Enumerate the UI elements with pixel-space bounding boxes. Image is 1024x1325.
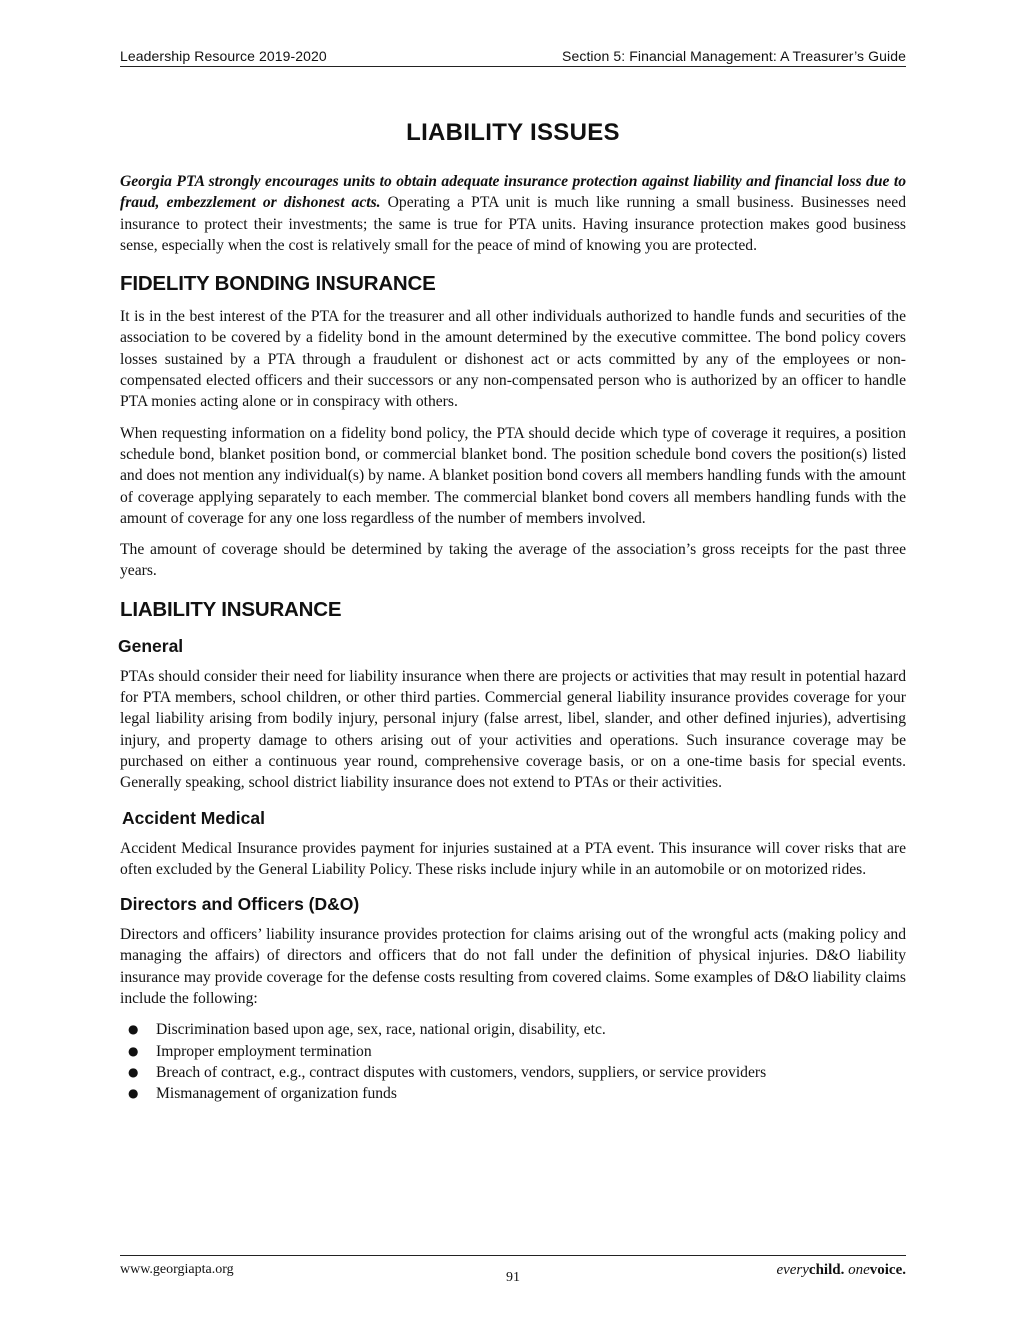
liability-heading: LIABILITY INSURANCE	[120, 597, 342, 621]
bullet-icon: ●	[128, 1022, 139, 1037]
fidelity-paragraph-2: When requesting information on a fidelity bond policy, the PTA should decide which type of coverage it requires, a position schedule bond, blanket position bond, or commercial blanket bond. The position schedule bond covers the position(s) listed and does not mention any individual(s) by name. A blanket position bond covers all members handling funds with the amount of coverage applying separately to each member. The commercial blanket bond covers all members handling funds with the amount of coverage for any one loss regardless of the number of members involved.	[120, 424, 906, 527]
list-item: ● Breach of contract, e.g., contract disputes with customers, vendors, suppliers, or service providers	[120, 1062, 906, 1083]
fidelity-paragraph-3: The amount of coverage should be determined by taking the average of the association’s gross receipts for the past three years.	[120, 541, 906, 580]
header-left: Leadership Resource 2019-2020	[120, 48, 327, 64]
directors-officers-paragraph: Directors and officers’ liability insurance provides protection for claims arising out of the wrongful acts (making policy and managing the affairs) of directors and officers that do not fall under the definition of physical injuries. D&O liability insurance may provide coverage for the defense costs resulting from covered claims. Some examples of D&O liability claims include the following:	[120, 926, 906, 1008]
accident-medical-heading: Accident Medical	[122, 807, 265, 828]
page-number: 91	[506, 1270, 520, 1285]
accident-medical-paragraph: Accident Medical Insurance provides payment for injuries sustained at a PTA event. This insurance will cover risks that are often excluded by the General Liability Policy. These risks include injury while in an automobile or on motorized rides.	[120, 839, 906, 878]
bullet-icon: ●	[128, 1064, 139, 1079]
list-item: ● Mismanagement of organization funds	[120, 1083, 906, 1104]
intro-paragraph	[120, 171, 906, 256]
list-item: ● Improper employment termination	[120, 1041, 906, 1062]
list-item: ● Discrimination based upon age, sex, race, national origin, disability, etc.	[120, 1019, 906, 1040]
general-heading: General	[118, 635, 184, 656]
page-footer	[120, 1255, 906, 1300]
general-paragraph: PTAs should consider their need for liability insurance when there are projects or activities that may result in potential hazard for PTA members, school children, or other third parties. Commercial general liability insurance provides coverage for your legal liability arising from bodily injury, personal injury (false arrest, libel, slander, and other defined injuries), advertising injury, and property damage to others arising out of your activities and operations. Such insurance coverage may be purchased on either a continuous year round, comprehensive coverage basis, or on a one-time basis for special events. Generally speaking, school district liability insurance does not extend to PTAs or their activities.	[120, 667, 906, 792]
header-right: Section 5: Financial Management: A Treasurer’s Guide	[562, 48, 906, 64]
bullet-icon: ●	[128, 1043, 139, 1058]
fidelity-heading: FIDELITY BONDING INSURANCE	[120, 272, 436, 296]
intro-text: Operating a PTA unit is much like running a small business. Businesses need insurance to protect their investments; the same is true for PTA units. Having insurance protection makes good business sense, especially when the cost is relatively small for the peace of mind of knowing you are protected.	[120, 194, 906, 254]
intro-emphasis: Georgia PTA strongly encourages units to obtain adequate insurance protection against liability and financial loss due to fraud, embezzlement or dishonest acts.	[120, 173, 906, 212]
page-title: LIABILITY ISSUES	[406, 119, 620, 146]
fidelity-paragraph-1: It is in the best interest of the PTA for the treasurer and all other individuals authorized to handle funds and securities of the association to be covered by a fidelity bond in the amount determined by the executive committee. The bond policy covers losses sustained by a PTA through a fraudulent or dishonest act or acts committed by any of the employees or non-compensated elected officers and their successors or any non-compensated person who is authorized by an officer to handle PTA monies acting alone or in conspiracy with others.	[120, 308, 906, 411]
footer-tagline: everychild. onevoice.	[776, 1262, 906, 1278]
document-page	[120, 48, 906, 1105]
bullet-icon: ●	[128, 1086, 139, 1101]
running-header	[120, 48, 906, 67]
claims-list	[120, 1019, 906, 1104]
directors-officers-heading: Directors and Officers (D&O)	[120, 894, 360, 915]
footer-url: www.georgiapta.org	[120, 1262, 234, 1277]
